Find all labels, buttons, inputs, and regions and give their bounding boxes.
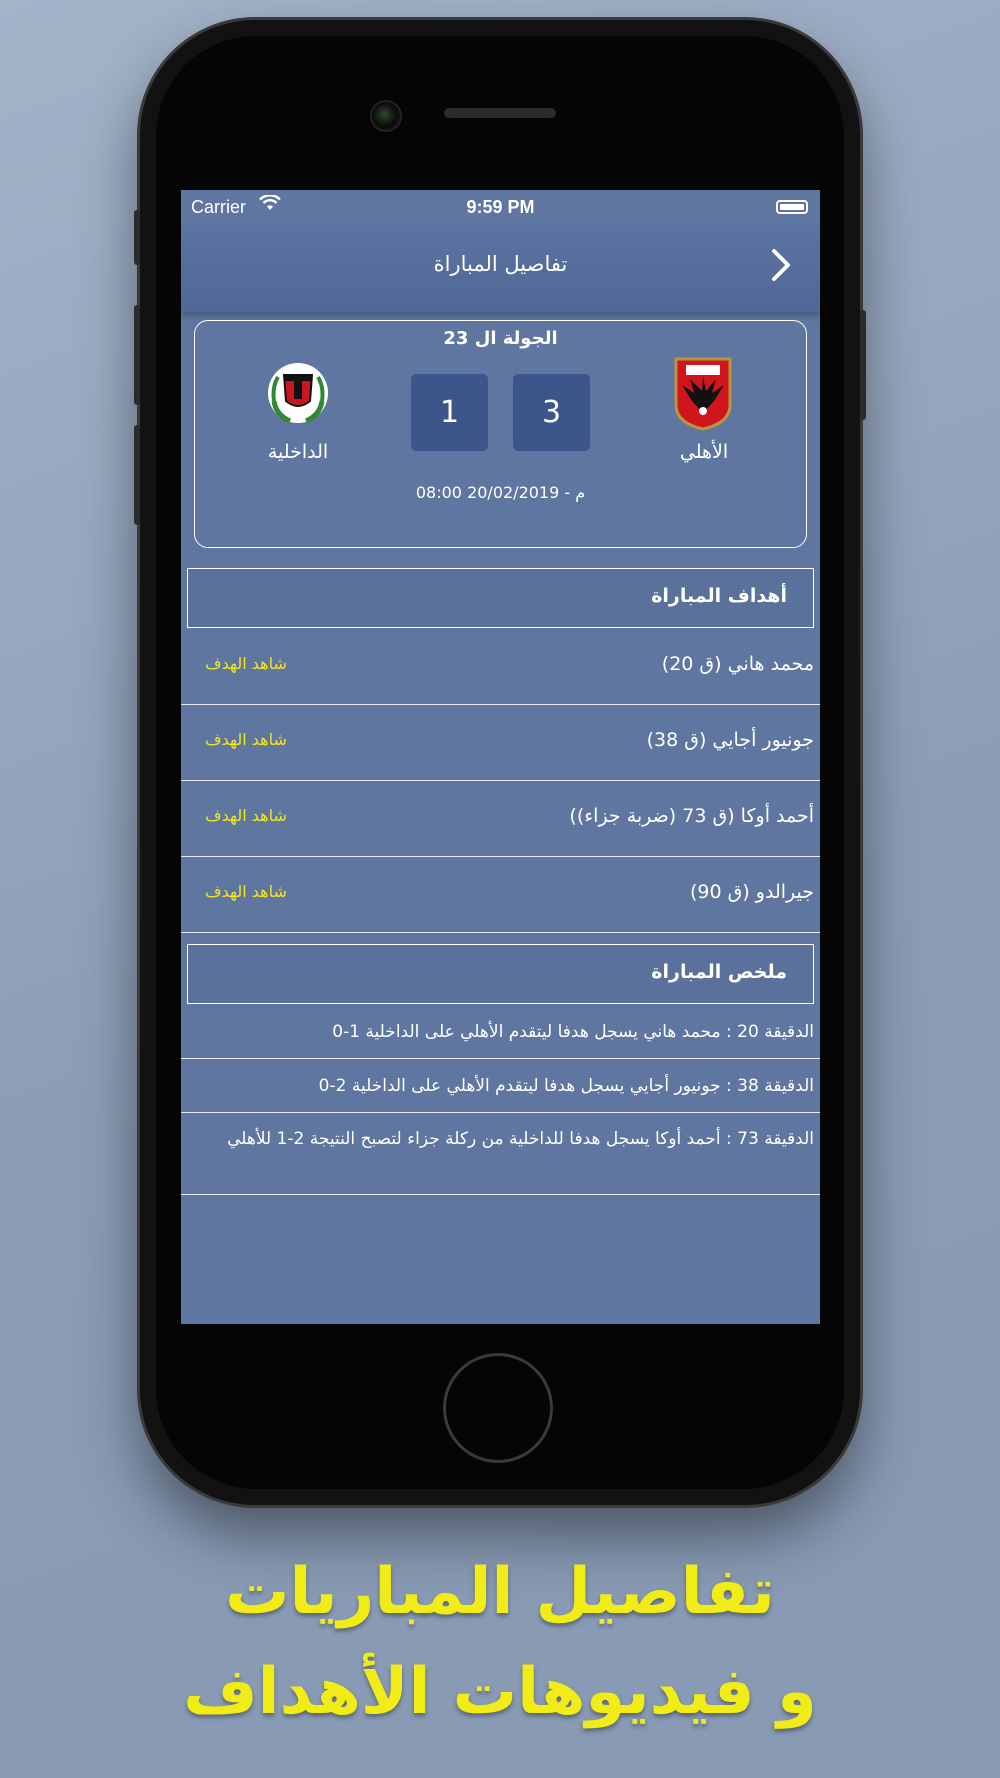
goal-row: [181, 706, 820, 781]
summary-text: الدقيقة 38 : جونيور أجايي يسجل هدفا ليتقدم الأهلي على الداخلية 2-0: [318, 1076, 814, 1096]
summary-text: الدقيقة 73 : أحمد أوكا يسجل هدفا للداخلية من ركلة جزاء لتصبح النتيجة 2-1 للأهلي: [227, 1129, 814, 1149]
goals-section-header: [187, 568, 814, 628]
summary-text: الدقيقة 20 : محمد هاني يسجل هدفا ليتقدم الأهلي على الداخلية 1-0: [332, 1022, 814, 1042]
goal-scorer: جيرالدو (ق 90): [689, 881, 814, 903]
earpiece-speaker: [444, 108, 556, 118]
volume-down-button: [134, 425, 140, 525]
promo-caption-line1: تفاصيل المباريات: [225, 1555, 775, 1629]
summary-item: [181, 1060, 820, 1113]
summary-section-title: ملخص المباراة: [651, 961, 787, 983]
home-button[interactable]: [443, 1353, 553, 1463]
clock: 9:59 PM: [466, 197, 535, 217]
away-score: 1: [411, 374, 488, 451]
battery-icon: [776, 200, 808, 214]
home-team-name: الأهلي: [679, 441, 729, 463]
match-datetime: 08:00 م - 20/02/2019: [415, 483, 586, 502]
goal-row: [181, 858, 820, 933]
watch-goal-link[interactable]: شاهد الهدف: [205, 806, 287, 825]
goal-scorer: جونيور أجايي (ق 38): [646, 729, 814, 751]
back-chevron-icon[interactable]: [770, 236, 792, 296]
el-dakhleya-crest-icon: [266, 361, 330, 429]
summary-item: [181, 1114, 820, 1195]
round-label: الجولة ال 23: [443, 328, 558, 349]
watch-goal-link[interactable]: شاهد الهدف: [205, 654, 287, 673]
al-ahly-crest-icon: [672, 355, 734, 435]
goal-row: [181, 630, 820, 705]
summary-item: [181, 1006, 820, 1059]
away-team-name: الداخلية: [267, 441, 329, 463]
navigation-bar: [181, 226, 820, 312]
watch-goal-link[interactable]: شاهد الهدف: [205, 730, 287, 749]
page-title: تفاصيل المباراة: [433, 252, 568, 276]
status-bar: [181, 190, 820, 226]
carrier-label: Carrier: [191, 197, 247, 217]
summary-section-header: [187, 944, 814, 1004]
app-screen: [181, 190, 820, 1324]
goal-scorer: محمد هاني (ق 20): [661, 653, 814, 675]
silent-switch: [134, 210, 140, 265]
power-button: [860, 310, 866, 420]
goal-scorer: أحمد أوكا (ق 73 (ضربة جزاء)): [569, 805, 814, 827]
promo-caption-line2: و فيديوهات الأهداف: [183, 1655, 817, 1729]
front-camera: [370, 100, 402, 132]
home-score: 3: [513, 374, 590, 451]
watch-goal-link[interactable]: شاهد الهدف: [205, 882, 287, 901]
goals-section-title: أهداف المباراة: [651, 585, 787, 607]
match-card: [194, 320, 807, 548]
goal-row: [181, 782, 820, 857]
volume-up-button: [134, 305, 140, 405]
